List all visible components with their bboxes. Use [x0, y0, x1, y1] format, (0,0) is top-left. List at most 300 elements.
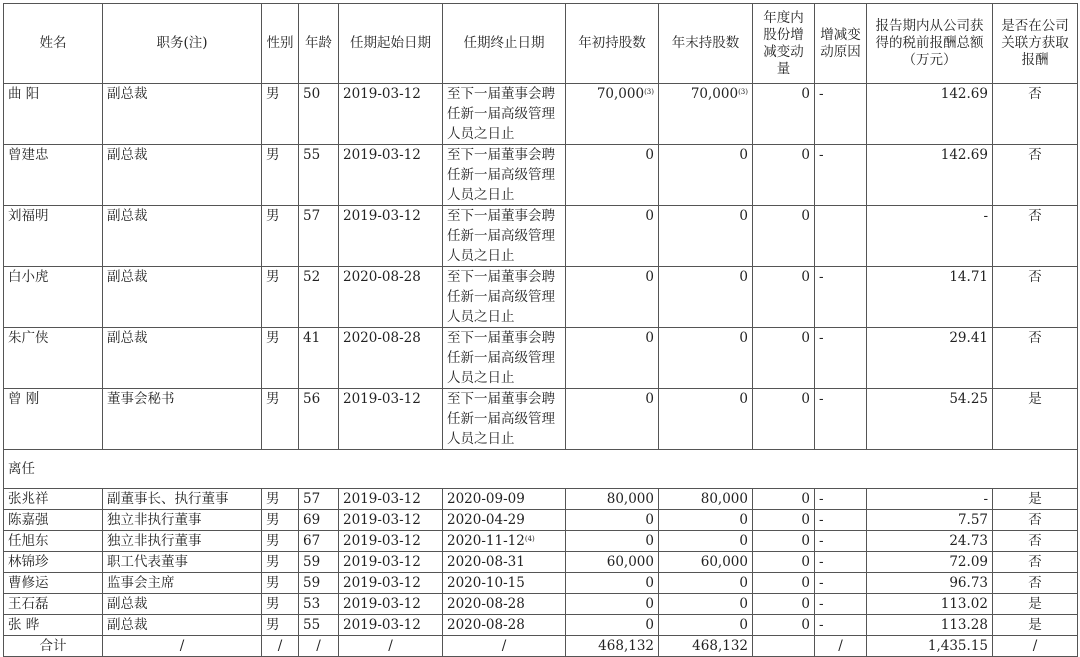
cell-text: 职工代表董事	[107, 554, 188, 570]
cell-text: 男	[266, 533, 280, 549]
table-cell	[753, 531, 815, 552]
cell-text: 0	[645, 617, 654, 633]
table-cell	[659, 552, 753, 573]
cell-text: 2019-03-12	[343, 596, 421, 612]
table-cell	[659, 84, 753, 145]
cell-text: /	[1032, 638, 1038, 654]
table-cell	[299, 84, 339, 145]
table-cell	[262, 594, 299, 615]
table-row	[4, 84, 1078, 145]
table-cell	[339, 594, 443, 615]
cell-text: 59	[303, 554, 321, 570]
cell-text: 0	[645, 330, 654, 346]
cell-text: 男	[266, 86, 280, 102]
cell-text: 副总裁	[107, 86, 148, 102]
cell-text: 任旭东	[8, 533, 49, 549]
cell-text: 0	[645, 575, 654, 591]
table-cell	[299, 636, 339, 657]
table-cell	[4, 389, 103, 450]
table-cell	[753, 389, 815, 450]
table-row	[4, 328, 1078, 389]
table-cell	[443, 489, 566, 510]
header-cell: 年末持股数	[659, 4, 753, 84]
cell-text: 曹修运	[8, 575, 49, 591]
header-cell: 增减变动原因	[815, 4, 867, 84]
table-cell	[299, 145, 339, 206]
cell-text: 张兆祥	[8, 491, 49, 507]
cell-text: 0	[739, 533, 748, 549]
cell-text: -	[819, 330, 824, 346]
table-cell	[867, 84, 993, 145]
cell-text: /	[388, 638, 393, 654]
cell-text: 监事会主席	[107, 575, 175, 591]
cell-text: 142.69	[940, 86, 988, 102]
cell-text: -	[983, 491, 988, 507]
table-cell	[262, 636, 299, 657]
table-cell	[566, 573, 659, 594]
table-cell	[443, 206, 566, 267]
footnote-marker: (3)	[738, 88, 748, 96]
table-cell	[867, 267, 993, 328]
cell-text: 113.02	[940, 596, 988, 612]
table-row	[4, 389, 1078, 450]
table-row	[4, 489, 1078, 510]
cell-text: 0	[801, 617, 810, 633]
table-row	[4, 552, 1078, 573]
table-cell	[262, 531, 299, 552]
table-cell	[993, 552, 1078, 573]
cell-text: 0	[801, 554, 810, 570]
cell-text: 2020-09-09	[447, 491, 525, 507]
table-cell	[443, 531, 566, 552]
table-cell	[262, 615, 299, 636]
cell-text: 2019-03-12	[343, 86, 421, 102]
table-cell	[993, 145, 1078, 206]
table-cell	[4, 531, 103, 552]
table-cell	[443, 552, 566, 573]
header-cell: 报告期内从公司获得的税前报酬总额（万元）	[867, 4, 993, 84]
cell-text: 是	[1028, 617, 1042, 633]
cell-text: 0	[645, 391, 654, 407]
cell-text: 2019-03-12	[343, 147, 421, 163]
cell-text: 2020-08-28	[343, 330, 421, 346]
cell-text: 0	[801, 208, 810, 224]
cell-text: 0	[801, 86, 810, 102]
cell-text: 2019-03-12	[343, 617, 421, 633]
table-cell	[566, 489, 659, 510]
header-cell: 任期终止日期	[443, 4, 566, 84]
table-cell	[299, 206, 339, 267]
table-cell	[103, 389, 262, 450]
cell-text: 男	[266, 596, 280, 612]
table-cell	[753, 206, 815, 267]
table-row	[4, 573, 1078, 594]
table-cell	[566, 531, 659, 552]
cell-text: 55	[303, 617, 321, 633]
cell-text: 否	[1028, 86, 1042, 102]
footnote-marker: (3)	[644, 88, 654, 96]
table-row	[4, 615, 1078, 636]
table-cell	[867, 389, 993, 450]
cell-text: 0	[645, 147, 654, 163]
table-cell	[339, 636, 443, 657]
table-cell	[659, 389, 753, 450]
table-cell	[815, 267, 867, 328]
cell-text: 男	[266, 269, 280, 285]
table-cell	[4, 615, 103, 636]
header-cell: 是否在公司关联方获取报酬	[993, 4, 1078, 84]
table-cell	[4, 267, 103, 328]
cell-text: 男	[266, 147, 280, 163]
table-cell	[815, 573, 867, 594]
table-cell	[299, 267, 339, 328]
cell-text: 0	[739, 596, 748, 612]
table-cell	[815, 328, 867, 389]
table-cell	[299, 615, 339, 636]
table-cell	[867, 636, 993, 657]
cell-text: 50	[303, 86, 321, 102]
table-cell	[443, 573, 566, 594]
cell-text: 0	[739, 147, 748, 163]
cell-text: 副总裁	[107, 617, 148, 633]
cell-text: 0	[739, 330, 748, 346]
table-cell	[262, 84, 299, 145]
cell-text: /	[838, 638, 843, 654]
cell-text: 80,000	[700, 491, 748, 507]
table-cell	[339, 573, 443, 594]
cell-text: 白小虎	[8, 269, 49, 285]
table-cell	[4, 636, 103, 657]
cell-text: -	[819, 533, 824, 549]
cell-text: 41	[303, 330, 321, 346]
table-cell	[753, 615, 815, 636]
cell-text: 0	[645, 269, 654, 285]
table-cell	[993, 84, 1078, 145]
table-cell	[262, 389, 299, 450]
cell-text: 59	[303, 575, 321, 591]
table-cell	[867, 510, 993, 531]
cell-text: 57	[303, 491, 321, 507]
cell-text: 副总裁	[107, 596, 148, 612]
cell-text: 副总裁	[107, 208, 148, 224]
footnote-marker: (4)	[524, 535, 535, 543]
cell-text: 0	[801, 596, 810, 612]
table-cell	[993, 489, 1078, 510]
cell-text: 2019-03-12	[343, 208, 421, 224]
table-cell	[262, 267, 299, 328]
table-cell	[566, 615, 659, 636]
cell-text: -	[819, 86, 824, 102]
cell-text: 曾建忠	[8, 147, 49, 163]
cell-text: 60,000	[606, 554, 654, 570]
header-cell: 年度内股份增减变动量	[753, 4, 815, 84]
table-cell	[103, 328, 262, 389]
table-cell	[4, 510, 103, 531]
table-cell	[753, 489, 815, 510]
cell-text: 0	[739, 208, 748, 224]
cell-text: 否	[1028, 269, 1042, 285]
table-row	[4, 206, 1078, 267]
cell-text: 0	[645, 208, 654, 224]
table-cell	[659, 328, 753, 389]
table-cell	[566, 206, 659, 267]
table-cell	[659, 510, 753, 531]
table-cell	[659, 636, 753, 657]
cell-text: 男	[266, 512, 280, 528]
table-cell	[566, 594, 659, 615]
table-cell	[753, 267, 815, 328]
table-cell	[299, 489, 339, 510]
cell-text: 55	[303, 147, 321, 163]
cell-text: 2019-03-12	[343, 575, 421, 591]
cell-text: 14.71	[949, 269, 988, 285]
table-cell	[103, 145, 262, 206]
table-cell	[753, 510, 815, 531]
cell-text: 2020-08-28	[343, 269, 421, 285]
cell-text: 王石磊	[8, 596, 49, 612]
cell-text: 0	[739, 391, 748, 407]
table-cell	[993, 636, 1078, 657]
table-cell	[103, 594, 262, 615]
cell-text: 0	[801, 391, 810, 407]
table-cell	[299, 510, 339, 531]
cell-text: 80,000	[606, 491, 654, 507]
cell-text: 2019-03-12	[343, 491, 421, 507]
table-cell	[993, 328, 1078, 389]
table-cell	[659, 594, 753, 615]
table-cell	[262, 206, 299, 267]
header-cell: 年龄	[299, 4, 339, 84]
cell-text: 0	[739, 617, 748, 633]
table-cell	[815, 510, 867, 531]
cell-text: /	[501, 638, 507, 654]
table-cell	[299, 389, 339, 450]
cell-text: -	[819, 554, 824, 570]
cell-text: 2019-03-12	[343, 554, 421, 570]
cell-text: -	[819, 491, 824, 507]
table-cell	[867, 531, 993, 552]
table-cell	[867, 615, 993, 636]
cell-text: /	[316, 638, 321, 654]
section-row	[4, 450, 1078, 489]
table-cell	[659, 531, 753, 552]
table-cell	[815, 389, 867, 450]
table-cell	[4, 594, 103, 615]
cell-text: 曾 刚	[8, 391, 40, 407]
cell-text: /	[277, 638, 283, 654]
table-cell	[339, 531, 443, 552]
cell-text: 72.09	[949, 554, 988, 570]
cell-text: 男	[266, 554, 280, 570]
table-cell	[4, 552, 103, 573]
cell-text: 副董事长、执行董事	[107, 491, 229, 507]
cell-text: 0	[801, 269, 810, 285]
cell-text: 468,132	[692, 638, 748, 654]
cell-text: -	[819, 617, 824, 633]
cell-text: -	[819, 575, 824, 591]
cell-text: 男	[266, 617, 280, 633]
cell-text: 2020-08-28	[447, 617, 525, 633]
cell-text: 至下一届董事会聘任新一届高级管理人员之日止	[447, 330, 555, 386]
table-row	[4, 531, 1078, 552]
cell-text: 是	[1028, 596, 1042, 612]
table-cell	[753, 552, 815, 573]
table-cell	[103, 615, 262, 636]
header-cell: 年初持股数	[566, 4, 659, 84]
cell-text: 2020-11-12	[447, 533, 525, 549]
table-cell	[262, 510, 299, 531]
header-cell: 姓名	[4, 4, 103, 84]
cell-text: 2020-04-29	[447, 512, 525, 528]
table-cell	[339, 145, 443, 206]
cell-text: 468,132	[598, 638, 654, 654]
table-cell	[443, 510, 566, 531]
cell-text: 林锦珍	[8, 554, 49, 570]
cell-text: 0	[801, 533, 810, 549]
table-row	[4, 145, 1078, 206]
table-cell	[867, 489, 993, 510]
header-cell: 任期起始日期	[339, 4, 443, 84]
table-cell	[753, 145, 815, 206]
table-cell	[103, 636, 262, 657]
cell-text: 至下一届董事会聘任新一届高级管理人员之日止	[447, 208, 555, 264]
cell-text: 0	[801, 491, 810, 507]
header-cell: 性别	[262, 4, 299, 84]
table-cell	[299, 573, 339, 594]
table-cell	[566, 636, 659, 657]
cell-text: 董事会秘书	[107, 391, 175, 407]
table-row	[4, 267, 1078, 328]
cell-text: 0	[645, 596, 654, 612]
table-cell	[443, 145, 566, 206]
cell-text: 142.69	[940, 147, 988, 163]
table-cell	[443, 636, 566, 657]
cell-text: 合计	[39, 638, 67, 654]
table-cell	[4, 145, 103, 206]
table-cell	[103, 573, 262, 594]
table-cell	[753, 594, 815, 615]
table-cell	[753, 84, 815, 145]
cell-text: 0	[801, 512, 810, 528]
table-cell	[339, 267, 443, 328]
table-cell	[566, 510, 659, 531]
cell-text: 53	[303, 596, 321, 612]
cell-text: 67	[303, 533, 321, 549]
table-cell	[566, 84, 659, 145]
cell-text: 7.57	[957, 512, 988, 528]
table-cell	[262, 489, 299, 510]
cell-text: 否	[1028, 147, 1042, 163]
table-cell	[753, 573, 815, 594]
cell-text: 否	[1028, 554, 1042, 570]
cell-text: 0	[739, 512, 748, 528]
table-cell	[299, 531, 339, 552]
table-cell	[262, 145, 299, 206]
table-cell	[566, 267, 659, 328]
table-cell	[566, 389, 659, 450]
table-cell	[993, 206, 1078, 267]
table-cell	[815, 615, 867, 636]
cell-text: 1,435.15	[927, 638, 988, 654]
table-cell	[993, 573, 1078, 594]
table-cell	[867, 328, 993, 389]
table-cell	[103, 552, 262, 573]
cell-text: 69	[303, 512, 321, 528]
table-cell	[867, 552, 993, 573]
cell-text: 70,000	[690, 86, 739, 102]
table-cell	[299, 594, 339, 615]
cell-text: 至下一届董事会聘任新一届高级管理人员之日止	[447, 269, 555, 325]
table-cell	[4, 84, 103, 145]
table-cell	[659, 489, 753, 510]
cell-text: 0	[645, 512, 654, 528]
table-cell	[299, 552, 339, 573]
cell-text: 0	[801, 575, 810, 591]
table-cell	[867, 594, 993, 615]
cell-text: 至下一届董事会聘任新一届高级管理人员之日止	[447, 391, 555, 447]
table-cell	[262, 552, 299, 573]
cell-text: 副总裁	[107, 330, 148, 346]
table-cell	[659, 145, 753, 206]
cell-text: 朱广侠	[8, 330, 49, 346]
table-cell	[339, 206, 443, 267]
table-cell	[993, 389, 1078, 450]
cell-text: 是	[1028, 491, 1042, 507]
cell-text: 0	[645, 533, 654, 549]
cell-text: -	[819, 596, 824, 612]
cell-text: 男	[266, 575, 280, 591]
cell-text: 独立非执行董事	[107, 512, 202, 528]
cell-text: -	[819, 147, 824, 163]
table-cell	[993, 531, 1078, 552]
cell-text: 0	[801, 147, 810, 163]
cell-text: /	[179, 638, 185, 654]
table-cell	[443, 267, 566, 328]
table-cell	[443, 389, 566, 450]
table-cell	[443, 615, 566, 636]
table-cell	[566, 328, 659, 389]
table-cell	[339, 328, 443, 389]
header-row	[4, 4, 1078, 84]
table-cell	[815, 531, 867, 552]
table-cell	[993, 594, 1078, 615]
cell-text: 否	[1028, 208, 1042, 224]
table-cell	[867, 573, 993, 594]
cell-text: 曲 阳	[8, 86, 40, 102]
cell-text: 副总裁	[107, 269, 148, 285]
cell-text: 刘福明	[8, 208, 49, 224]
cell-text: 0	[801, 330, 810, 346]
management-compensation-table	[3, 3, 1078, 657]
cell-text: 24.73	[949, 533, 988, 549]
cell-text: -	[819, 269, 824, 285]
cell-text: 56	[303, 391, 321, 407]
table-cell	[339, 389, 443, 450]
table-cell	[815, 636, 867, 657]
table-cell	[443, 328, 566, 389]
cell-text: 70,000	[596, 86, 645, 102]
table-cell	[753, 328, 815, 389]
cell-text: 否	[1028, 512, 1042, 528]
table-cell	[993, 615, 1078, 636]
table-cell	[103, 489, 262, 510]
table-cell	[815, 145, 867, 206]
table-cell	[815, 552, 867, 573]
table-cell	[443, 594, 566, 615]
cell-text: 张 晔	[8, 617, 40, 633]
cell-text: 至下一届董事会聘任新一届高级管理人员之日止	[447, 86, 555, 142]
table-cell	[4, 206, 103, 267]
